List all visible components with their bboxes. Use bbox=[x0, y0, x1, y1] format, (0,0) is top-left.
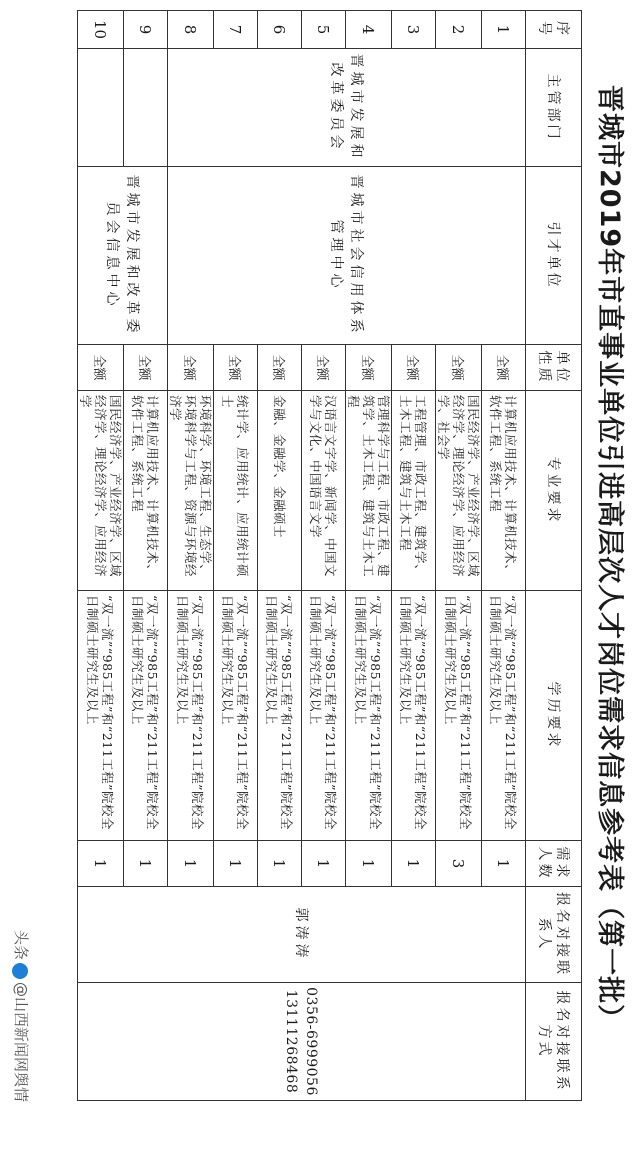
header-major: 专业要求 bbox=[526, 391, 582, 591]
contact-phone-landline: 0356-6999056 bbox=[303, 987, 320, 1096]
header-unit: 引才单位 bbox=[526, 167, 582, 345]
row-no: 9 bbox=[124, 11, 168, 49]
row-no: 4 bbox=[346, 11, 392, 49]
row-major: 计算机应用技术、计算机技术、软件工程、系统工程 bbox=[124, 391, 168, 591]
row-major: 国民经济学、产业经济学、区域经济学、理论经济学、应用经济学 bbox=[78, 391, 124, 591]
header-count: 需求人数 bbox=[526, 841, 582, 887]
row-education: “双一流”“985工程”和“211工程”院校全日制硕士研究生及以上 bbox=[302, 591, 346, 841]
row-no: 8 bbox=[168, 11, 214, 49]
row-nature: 全额 bbox=[392, 345, 436, 391]
contact-phone-cell bbox=[78, 983, 526, 1101]
row-nature: 全额 bbox=[168, 345, 214, 391]
header-contact-person: 报名对接联系人 bbox=[526, 887, 582, 983]
contact-person-cell: 郭涛涛 bbox=[78, 887, 526, 983]
header-no: 序号 bbox=[526, 11, 582, 49]
table-row bbox=[482, 11, 526, 1101]
row-education: “双一流”“985工程”和“211工程”院校全日制硕士研究生及以上 bbox=[214, 591, 258, 841]
row-major: 金融、金融学、金融硕士 bbox=[258, 391, 302, 591]
row-nature: 全额 bbox=[436, 345, 482, 391]
watermark-logo-icon bbox=[13, 963, 29, 979]
row-major: 汉语言文字学、新闻学、中国文学与文化、中国语言文学 bbox=[302, 391, 346, 591]
header-education: 学历要求 bbox=[526, 591, 582, 841]
header-contact-phone: 报名对接联系方式 bbox=[526, 983, 582, 1101]
row-count: 1 bbox=[168, 841, 214, 887]
header-nature: 单位性质 bbox=[526, 345, 582, 391]
row-major: 环境科学、环境工程、生态学、环境科学与工程、资源与环境经济学 bbox=[168, 391, 214, 591]
row-education: “双一流”“985工程”和“211工程”院校全日制硕士研究生及以上 bbox=[436, 591, 482, 841]
row-education: “双一流”“985工程”和“211工程”院校全日制硕士研究生及以上 bbox=[168, 591, 214, 841]
row-nature: 全额 bbox=[214, 345, 258, 391]
row-major: 计算机应用技术、计算机技术、软件工程、系统工程 bbox=[482, 391, 526, 591]
row-nature: 全额 bbox=[258, 345, 302, 391]
row-education: “双一流”“985工程”和“211工程”院校全日制硕士研究生及以上 bbox=[258, 591, 302, 841]
page-title: 晋城市2019年市直事业单位引进高层次人才岗位需求信息参考表（第一批） bbox=[594, 85, 625, 1033]
row-count: 3 bbox=[436, 841, 482, 887]
watermark-prefix: 头条 bbox=[12, 930, 30, 961]
row-education: “双一流”“985工程”和“211工程”院校全日制硕士研究生及以上 bbox=[346, 591, 392, 841]
row-education: “双一流”“985工程”和“211工程”院校全日制硕士研究生及以上 bbox=[392, 591, 436, 841]
row-no: 10 bbox=[78, 11, 124, 49]
row-nature: 全额 bbox=[346, 345, 392, 391]
row-major: 国民经济学、产业经济学、区域经济学、理论经济学、应用经济学、社会学 bbox=[436, 391, 482, 591]
row-education: “双一流”“985工程”和“211工程”院校全日制硕士研究生及以上 bbox=[78, 591, 124, 841]
row-no: 5 bbox=[302, 11, 346, 49]
row-nature: 全额 bbox=[78, 345, 124, 391]
dept-cell: 晋城市发展和改革委员会 bbox=[168, 49, 526, 167]
row-no: 3 bbox=[392, 11, 436, 49]
row-count: 1 bbox=[346, 841, 392, 887]
row-major: 工程管理、市政工程、建筑学、土木工程、建筑与土木工程 bbox=[392, 391, 436, 591]
row-no: 1 bbox=[482, 11, 526, 49]
row-education: “双一流”“985工程”和“211工程”院校全日制硕士研究生及以上 bbox=[124, 591, 168, 841]
row-major: 统计学、应用统计、应用统计硕士 bbox=[214, 391, 258, 591]
row-nature: 全额 bbox=[302, 345, 346, 391]
job-demand-table bbox=[77, 10, 582, 1101]
row-count: 1 bbox=[78, 841, 124, 887]
unit-cell: 晋城市社会信用体系管理中心 bbox=[168, 167, 526, 345]
dept-cell-empty bbox=[78, 49, 124, 167]
row-nature: 全额 bbox=[482, 345, 526, 391]
row-count: 1 bbox=[482, 841, 526, 887]
row-education: “双一流”“985工程”和“211工程”院校全日制硕士研究生及以上 bbox=[482, 591, 526, 841]
row-nature: 全额 bbox=[124, 345, 168, 391]
row-count: 1 bbox=[392, 841, 436, 887]
row-no: 7 bbox=[214, 11, 258, 49]
contact-phone-mobile: 13111268468 bbox=[283, 989, 300, 1094]
row-count: 1 bbox=[258, 841, 302, 887]
row-count: 1 bbox=[302, 841, 346, 887]
dept-cell-empty bbox=[124, 49, 168, 167]
row-count: 1 bbox=[124, 841, 168, 887]
watermark bbox=[11, 930, 32, 1102]
unit-cell: 晋城市发展和改革委员会信息中心 bbox=[78, 167, 168, 345]
row-major: 管理科学与工程、市政工程、建筑学、土木工程、建筑与土木工程 bbox=[346, 391, 392, 591]
row-count: 1 bbox=[214, 841, 258, 887]
header-dept: 主管部门 bbox=[526, 49, 582, 167]
table-header-row bbox=[526, 11, 582, 1101]
row-no: 6 bbox=[258, 11, 302, 49]
row-no: 2 bbox=[436, 11, 482, 49]
watermark-account: @山西新闻网舆情 bbox=[12, 982, 30, 1103]
